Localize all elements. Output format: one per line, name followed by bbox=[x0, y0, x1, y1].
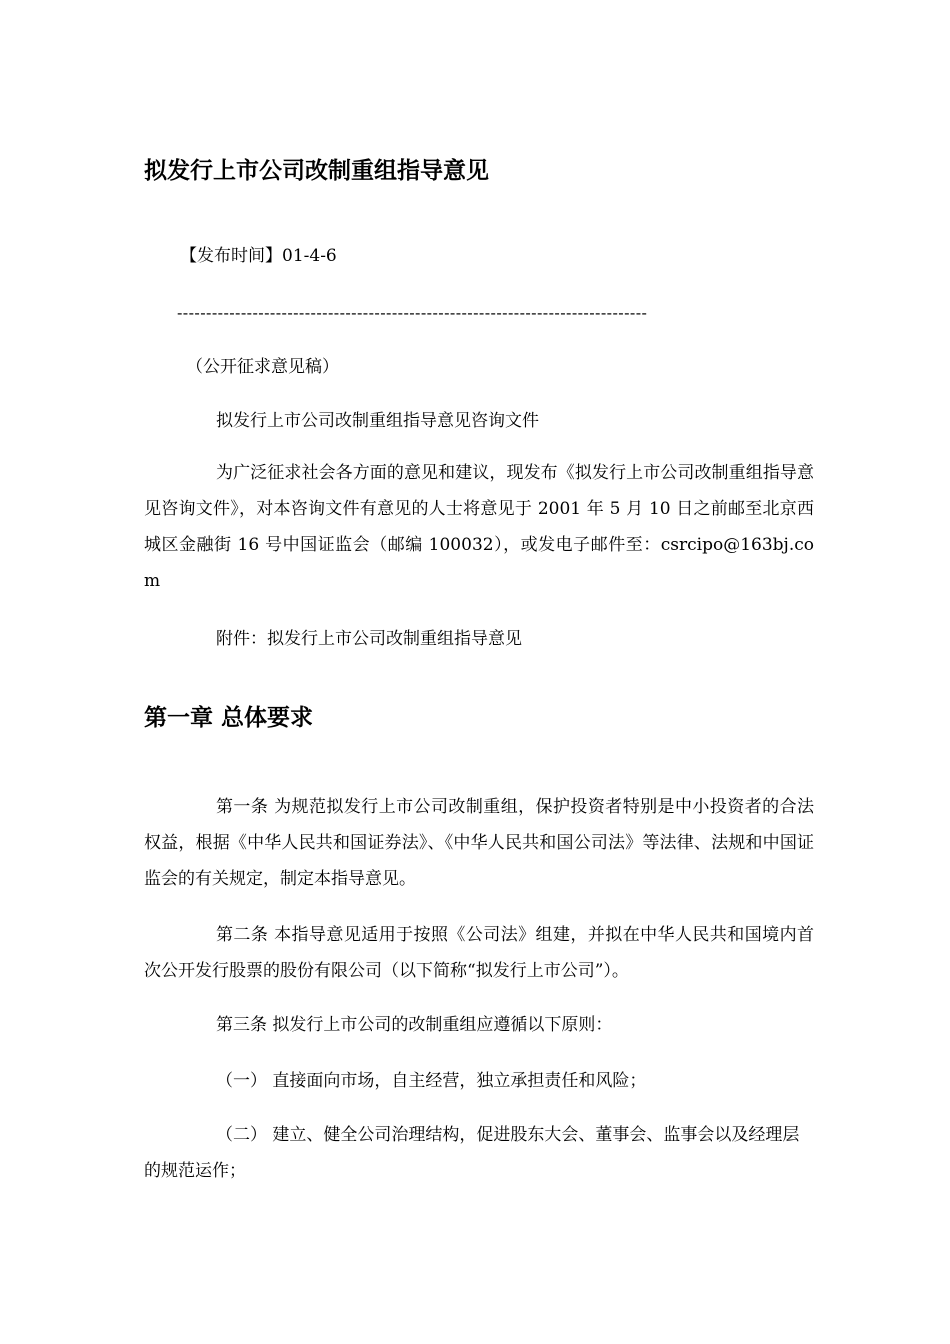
article-2: 第二条 本指导意见适用于按照《公司法》组建，并拟在中华人民共和国境内首次公开发行股票的股份有限公司（以下简称“拟发行上市公司”）。 bbox=[144, 925, 814, 981]
article-3: 第三条 拟发行上市公司的改制重组应遵循以下原则： bbox=[216, 1015, 613, 1035]
separator-line: --------------------------------------------------------------------------------- bbox=[177, 303, 648, 322]
chapter-heading: 第一章 总体要求 bbox=[144, 705, 314, 731]
draft-note: （公开征求意见稿） bbox=[186, 357, 339, 377]
document-title: 拟发行上市公司改制重组指导意见 bbox=[144, 158, 489, 184]
attachment-line: 附件：拟发行上市公司改制重组指导意见 bbox=[216, 629, 522, 649]
principle-1: （一） 直接面向市场，自主经营，独立承担责任和风险； bbox=[216, 1071, 647, 1091]
publish-time: 【发布时间】01-4-6 bbox=[180, 246, 337, 266]
article-1: 第一条 为规范拟发行上市公司改制重组，保护投资者特别是中小投资者的合法权益，根据《中华人民共和国证券法》、《中华人民共和国公司法》等法律、法规和中国证监会的有关规定，制定本指导意见。 bbox=[144, 797, 814, 889]
principle-2: （二） 建立、健全公司治理结构，促进股东大会、董事会、监事会以及经理层的规范运作； bbox=[144, 1125, 800, 1181]
document-subtitle: 拟发行上市公司改制重组指导意见咨询文件 bbox=[216, 411, 539, 431]
intro-paragraph: 为广泛征求社会各方面的意见和建议，现发布《拟发行上市公司改制重组指导意见咨询文件》，对本咨询文件有意见的人士将意见于 2001 年 5 月 10 日之前邮至北京西城区金融街 16 号中国证监会（邮编 100032），或发电子邮件至：csrcipo@163bj.com bbox=[144, 463, 814, 591]
